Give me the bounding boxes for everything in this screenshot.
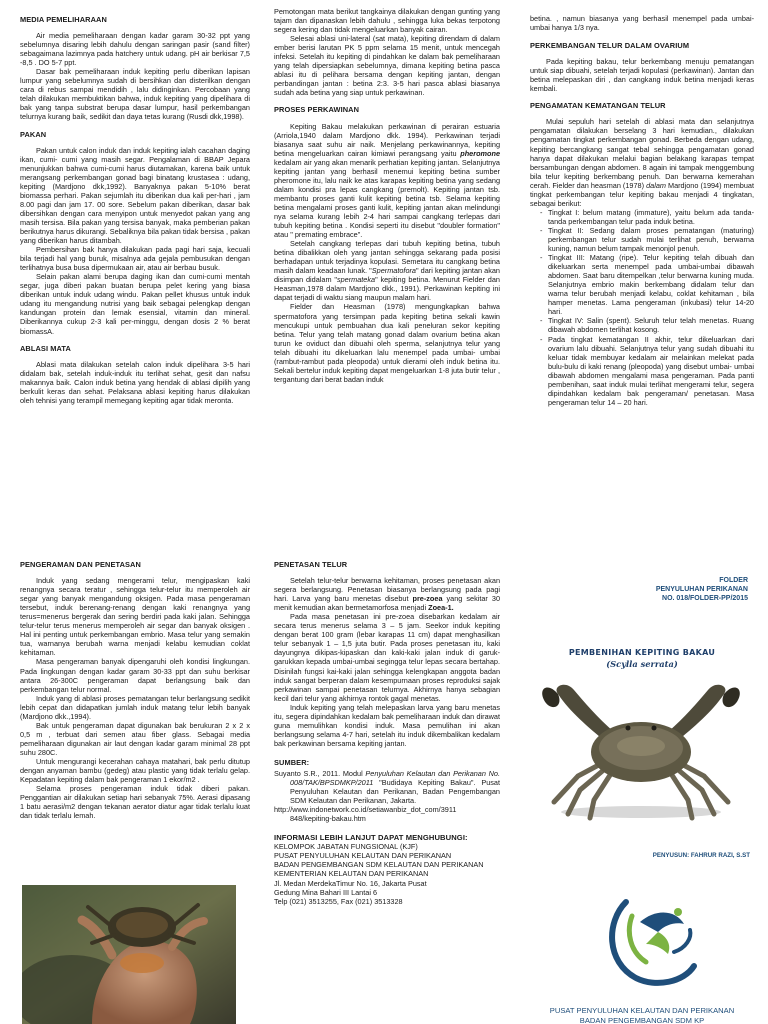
- heading-media-pemeliharaan: MEDIA PEMELIHARAAN: [20, 15, 107, 24]
- paragraph: Bak untuk pengeraman dapat digunakan bak berukuran 2 x 2 x 0,5 m , terbuat dari semen atau fiber glass. Sebagai media pemeliharaan digunakan air laut dengan kadar garam minimal 28 ppt suhu 280C.: [20, 720, 250, 757]
- paragraph: Ablasi mata dilakukan setelah calon induk dipelihara 3-5 hari didalam bak, setelah induk-induk itu terlihat sehat, gesit dan nafsu makannya baik. Calon induk betina yang hendak di ablasi dipilih yang berkulit keras dan sehat. Pelaksana ablasi kepiting harus dilakukan oleh tehnisi yang terampil memegang kepiting agar tidak meronta.: [20, 359, 250, 405]
- paragraph: Setelah telur-telur berwarna kehitaman, proses penetasan akan segera berlangsung. Penetasan biasanya berlangsung pada pagi hari. Larva yang baru menetas disebut pre-zoea yang sekitar 30 menit kemudian akan bermetamorfosa menjadi Zoea-1.: [274, 576, 500, 613]
- column-2: [274, 7, 500, 384]
- paragraph: Mulai sepuluh hari setelah di ablasi mata dan selanjutnya pengamatan dilakukan berselang 3 hari kemudian., dilakukan pengamatan tingkat perkembangan gonad. Berbeda dengan udang, kepiting bercangkang sangat tebal sehingga pengamatan gonad hanya dapat dilakukan melalui bagian belakang karapas tempat bersambungan dengan abdomen. 8 again ini tampak menggembung bila telur kepiting berkembang penuh. Dan berwarna kemerahan cerah. Fielder dan heasman (1978) dalam Mardjono (1994) membuat tingkat perkembangan telur kepiting bakau menjadi 4 tingkatan, sebagai berikut:: [530, 117, 754, 208]
- stage-list: [530, 208, 754, 407]
- contact-line: Gedung Mina Bahari III Lantai 6: [274, 887, 378, 897]
- column-1: [20, 15, 250, 405]
- heading-perkembangan-telur: PERKEMBANGAN TELUR DALAM OVARIUM: [530, 41, 690, 51]
- paragraph: Fielder dan Heasman (1978) mengungkapkan bahwa spermatofora yang tersimpan pada kepiting betina sekali kawin mencukupi untuk pembuahan dua kali peneluran sekor kepiting betina. Telur yang telah matang gonad dalam ovarium betina akan turun ke oviduct dan dibuahi oleh sperma, selanjutnya telur yang telah dibuahi itu dikeluarkan lalu menempel pada umbai- umbai (rambut-rambut pada pleopoda) untuk dierami oleh induk betina itu. Sekali bertelur induk kepiting dapat mengeluarkan 1-8 juta butir telur , tergantung dari berat badan induk: [274, 302, 500, 384]
- cover-subtitle: (Scylla serrata): [606, 659, 678, 669]
- paragraph: Pakan untuk calon induk dan induk kepiting ialah cacahan daging ikan, cumi- cumi yang masih segar. Pengalaman di BBAP Jepara menunjukkan bahwa cumi-cumi harus diutamakan, karena baik untuk merangsang perkembangan gonad bagi binatang krustasea : udang, kepiting (Mardjono dkk,1992). Banyaknya pakan 5-10% berat biomassa perhari. Pakan sejumlah itu diberikan dua kali per-hari , jam 8.00 pagi dan jam 17. 00 sore. Sebelum pakan diberikan, dasar bak dibersihkan dengan cara menyipon untuk menyedot pakan yang ang masih tersisa. Bila pakan yang tersisa banyak, maka pemberian pakan berikutnya harus dikurangi. Sebaliknya bila pakan tidak bersisa , pakan yang diberikan harus ditambah.: [20, 145, 250, 246]
- paragraph: Masa pengeraman banyak dipengaruhi oleh kondisi lingkungan. Pada lingkungan dengan kadar garam 30-33 ppt dan suhu berkisar antara 26-300C pengeraman dapat berlangsung baik dan perkembangan telur normal.: [20, 657, 250, 694]
- paragraph: Pada kepiting bakau, telur berkembang menuju pematangan untuk siap dibuahi, setelah terjadi kopulasi (perkawinan). Jantan dan betina melepaskan diri , dan cangkang induk betina menjadi keras kembali.: [530, 57, 754, 94]
- paragraph: Pada masa penetasan ini pre-zoea disebarkan kedalam air secara terus menerus selama 3 – 5 jam. Seekor induk kepiting dengan berat 100 gram (lebar karapas 11 cm) dapat menghasilkan telur sebanyak 1 – 1,5 juta butir. Pada proses penetasan itu, kaki dayungnya dikipas-kipaskan dan kaki-kaki jalan induk di garuk-garukkan kepada umbai-umbai segingga telur lepas secara bertahap. Disinilah fungsi kai-kaki jalan sehingga kelengkapan anggota badan induk sangat berperan dalam kesempurnaan proses reproduksi sajak perkawinan sampai penetasan telurnya. Akhirnya hanya sebagian kecil dari telur yang akhirnya rontok gagal menetas.: [274, 612, 500, 703]
- column-5: [274, 560, 500, 906]
- contact-line: PUSAT PENYULUHAN KELAUTAN DAN PERIKANAN: [274, 851, 452, 861]
- contact-line: KEMENTERIAN KELAUTAN DAN PERIKANAN: [274, 869, 429, 879]
- heading-pakan: PAKAN: [20, 129, 47, 139]
- footer-line: BADAN PENGEMBANGAN SDM KP: [579, 1016, 705, 1024]
- footer-organization: [530, 1006, 754, 1024]
- paragraph: Induk yang di ablasi proses pematangan telur berlangsung sedikit lebih cepat dan didapatkan jumlah induk matang telur lebih banyak (Mardjono dkk.,1994).: [20, 693, 250, 721]
- paragraph: Selama proses pengeraman induk tidak diberi pakan. Penggantian air dilakukan setiap hari sebanyak 75%. Aerasi dipasang 1 batu aerasi/m2 dengan tekanan aerator diatur agar tidak terlalu kuat dan tidak terlalu lemah.: [20, 784, 250, 821]
- paragraph: Induk yang sedang mengerami telur, mengipaskan kaki renangnya secara teratur , sehingga telur-telur itu memperoleh air segar yang banyak mengandung oksigen. Pada masa pengeraman tersebut, induk berenang-renang dengan kaki renangnya yang terus=menerus bergerak dan sering berdiri pada kaki jalan. Sehingga telur-telur terus menerus memperoleh air segar dan banyak oksigen . Hal ini penting untuk perkembangan embrio. Masa telur yang semakin tua, warnanya berubah warna menjadi kelabu kemudian coklat kehitaman.: [20, 576, 250, 658]
- column-4: [20, 560, 250, 820]
- paragraph: Selesai ablasi uni-lateral (sat mata), kepiting direndam di dalam ember berisi larutan PK 5 ppm selama 15 menit, untuk mencegah infeksi. Setelah itu kepiting di pindahkan ke dalam bak pemeliharaan yang telah dipersiapkan sebelumnya, dimana kepiting betina pasca ablasi itu di pelihara bersama dengan kepiting jantan, dengan perbandingan jantan : betina 2:3. 3-5 hari pasca ablasi biasanya sudah ada betina yang siap untuk perkawinan.: [274, 34, 500, 98]
- mud-crab-photo: [528, 672, 754, 822]
- folder-line: PENYULUHAN PERIKANAN: [655, 586, 748, 594]
- list-item: - Tingkat IV: Salin (spent). Seluruh telur telah menetas. Ruang dibawah abdomen terlihat kosong.: [540, 316, 754, 334]
- paragraph: Air media pemeliharaan dengan kadar garam 30-32 ppt yang sebelumnya disaring lebih dahulu dengan saringan pasir (sand filter) sebagaimana lazimnya pada hatchery untuk udang. pH air berkisar 7,5 -8,5 . DO 5-7 ppt.: [20, 31, 250, 68]
- folder-line: NO. 018/FOLDER-PP/2015: [662, 595, 748, 603]
- list-item: - Tingkat II: Sedang dalam proses pematangan (maturing) perkembangan telur sudah mulai terlihat penuh, berwarna kuning, namun belum tampak menonjol penuh.: [540, 226, 754, 253]
- heading-pengeraman: PENGERAMAN DAN PENETASAN: [20, 560, 141, 569]
- heading-pengamatan-kematangan: PENGAMATAN KEMATANGAN TELUR: [530, 101, 666, 111]
- sources-section: [274, 758, 500, 823]
- contact-line: Telp (021) 3513255, Fax (021) 3513328: [274, 896, 403, 906]
- contact-section: [274, 833, 500, 905]
- source-link: http://www.indonetwork.co.id/setiawanbiz_dot_com/3911 848/kepiting-bakau.htm: [274, 805, 457, 824]
- folder-header: [560, 576, 748, 604]
- paragraph: Dasar bak pemeliharaan induk kepiting perlu diberikan lapisan lumpur yang sebelumnya sudah di bersihkan dan disterilkan dengan cara di rebus sampai mendidih , lalu didinginkan. Percobaan yang telah dilakukan membuktikan bahwa, induk kepiting yang dipelihara di bak yang tanpa substrat berupa dasar lumpur, hasil perkembangan telurnya kurang baik, sedikit dan daya tetas kurang (Rusdi dkk,1998).: [20, 67, 250, 122]
- source-item: Suyanto S.R., 2011. Modul Penyuluhan Kelautan dan Perikanan No. 008/TAK/BPSDMKP/2011 "Budidaya Kepiting Bakau". Pusat Penyuluhan Kelautan dan Perikanan, Badan Pengembangan SDM Kelautan dan Perikanan, Jakarta.: [274, 768, 500, 806]
- author-credit: PENYUSUN: FAHRUR RAZI, S.ST: [652, 852, 750, 859]
- paragraph: Induk kepiting yang telah melepaskan larva yang baru menetas itu, segera dipindahkan kedalam bak pemeliharaan induk dan dirawat guna memulihkan kondisi induk. Masa pemulihan ini akan berlangsung selama 4-7 hari, setelah itu induk dikembalikan kedalam bak perkawinan bersama kepiting jantan.: [274, 702, 500, 748]
- paragraph: Pemotongan mata berikut tangkainya dilakukan dengan gunting yang tajam dan dipanaskan lebih dahulu , sehingga luka bekas terpotong segera kering dan tidak mengeluarkan banyak cairan.: [274, 7, 500, 35]
- heading-penetasan-telur: PENETASAN TELUR: [274, 560, 348, 569]
- paragraph: Selain pakan alami berupa daging ikan dan cumi-cumi mentah segar, juga diberi pakan buatan berupa pelet kering yang biasa diberikan untuk induk udang windu. Pakan pellet khusus untuk induk udang itu mengandung nutrisi yang baik sebagai pelengkap dengan kandungan protein dan lemak esensial, vitamin dan mineral. Diberikannya cukup 2-3 kali per-minggu, dengan dosis 2 % berat biomassA.: [20, 272, 250, 336]
- paragraph: Pembersihan bak hanya dilakukan pada pagi hari saja, kecuali bila terjadi hal yang buruk, misalnya ada gejala pembusukan dengan terlihatnya busa busa dipermukaan air, atau air berbau busuk.: [20, 245, 250, 273]
- kkp-logo: [596, 882, 706, 992]
- column-3: [530, 14, 754, 407]
- heading-proses-perkawinan: PROSES PERKAWINAN: [274, 105, 360, 115]
- folder-line: FOLDER: [719, 577, 748, 584]
- paragraph: Kepiting Bakau melakukan perkawinan di perairan estuaria (Arriola,1940 dalam Mardjono dkk. 1994). Perkawinan terjadi biasanya saat suhu air naik. Menjelang perkawinannya, kepiting betina mengeluarkan cairan kimiawi perangsang yaitu pheromone kedalam air yang akan menarik perhatian kepiting jantan. Selanjutnya kepiting jantan yang berhasil menemui kepiting betina sumber pheromone itu, lalu naik ke atas karapas kepiting betina yang sedang dalam kondisi pra lepas cangkang (premolt). Kepiting jantan tsb. membantu proses ganti kulit kepiting betina tsb. Selama kepiting betina mengalami proses ganti kulit, kepiting jantan akan melindungi nya selama kurang lebih 2-4 hari sampai cangkang terlepas dari tubuh kepiting betina . Kondisi seperti itu disebut "doubler formation" atau " premating embrace".: [274, 121, 500, 240]
- paragraph: betina. , namun biasanya yang berhasil menempel pada umbai-umbai hanya 1/3 nya.: [530, 14, 754, 33]
- paragraph: Setelah cangkang terlepas dari tubuh kepiting betina, tubuh betina dibalikkan oleh yang jantan sehingga sekarang pada posisi berhadapan untuk terjadinya kopulasi. Semetara itu cangkang betina masih dalam keadaan lunak. "Spermatofora" dari kepiting jantan akan disimpan didalam "spermateka" kepiting betina. Menurut Fielder dan Heasman,1978 dalam Mardjono dkk., 1991). Perkawinan kepiting ini dapat terjadi di waktu siang maupun malam hari.: [274, 239, 500, 303]
- cover-title: PEMBENIHAN KEPITING BAKAU: [568, 648, 716, 657]
- contact-line: Jl. Medan MerdekaTimur No. 16, Jakarta Pusat: [274, 878, 427, 888]
- list-item: - Pada tingkat kematangan II akhir, telur dikeluarkan dari ovarium lalu dibuahi. Selanjutnya telur yang sudah dibuahi itu keluar tidak membuyar kedalam air melainkan melekat pada bulu-bulu di kaki renang (pleopoda) yang disebut umbai- umbai dibawah abdomen mengalami masa pengeraman. Pada panti pembenihan, saat induk mulai terlihat mengerami telur, segera dipindahkan kedalam bak pengeraman/ penetasan. Masa pengeraman telur 14 – 20 hari.: [540, 335, 754, 407]
- crab-in-hand-photo: [22, 885, 236, 1024]
- contact-line: BADAN PENGEMBANGAN SDM KELAUTAN DAN PERIKANAN: [274, 860, 484, 870]
- paragraph: Untuk mengurangi kecerahan cahaya matahari, bak perlu ditutup dengan anyaman bambu (gedeg) atau plastic yang tidak terlalu gelap. Kepadatan kepiting dalam bak pengeraman 1 ekor/m2 .: [20, 756, 250, 785]
- heading-sumber: SUMBER:: [274, 757, 310, 767]
- list-item: - Tingkat I: belum matang (immature), yaitu belum ada tanda-tanda perkembangan telur pada induk betina.: [540, 208, 754, 226]
- list-item: - Tingkat III: Matang (ripe). Telur kepiting telah dibuah dan dikeluarkan serta menempel pada umbai-umbai dibawah abdomen. Saat baru ditempelkan ,telur berwarna kuning muda. Selanjutnya embrio makin berkembang didalam telur dan warna telur berubah menjadi kelabu, coklat kehitaman , bila hamper menetas. Lama pengeraman (inkubasi) telur 14-20 hari.: [540, 253, 754, 316]
- heading-ablasi-mata: ABLASI MATA: [20, 343, 71, 353]
- heading-informasi: INFORMASI LEBIH LANJUT DAPAT MENGHUBUNGI:: [274, 833, 468, 843]
- contact-line: KELOMPOK JABATAN FUNGSIONAL (KJF): [274, 842, 418, 852]
- footer-line: PUSAT PENYULUHAN KELAUTAN DAN PERIKANAN: [549, 1006, 735, 1015]
